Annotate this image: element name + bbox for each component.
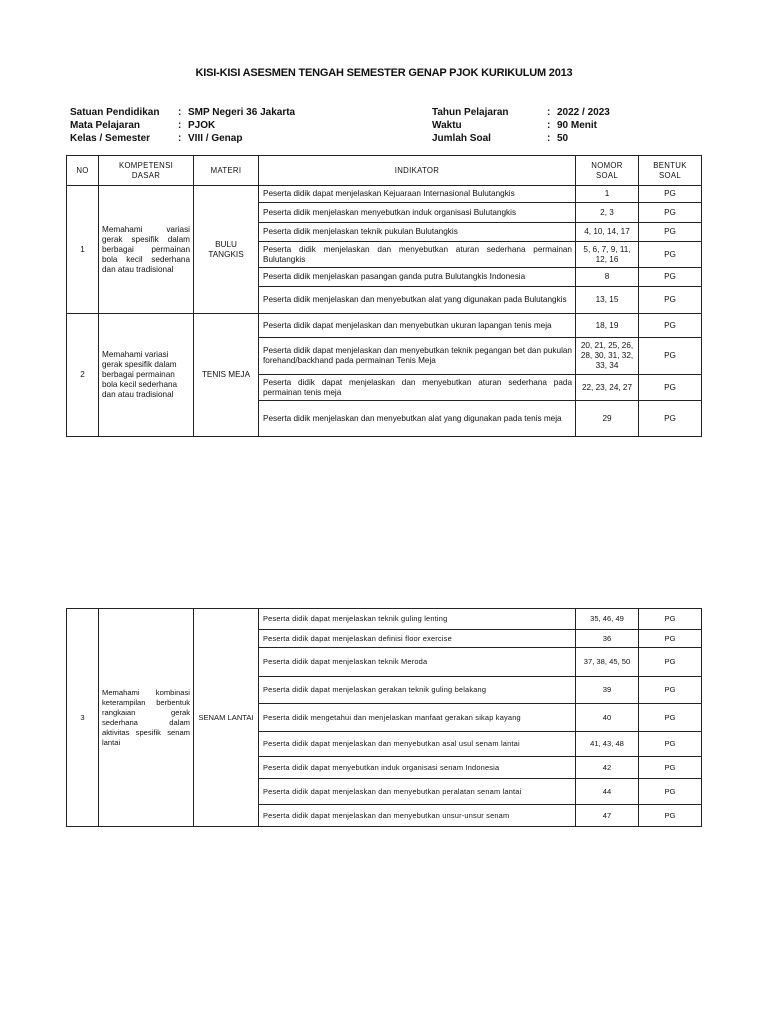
materi-cell: SENAM LANTAI xyxy=(194,609,259,827)
indikator-cell: Peserta didik dapat menjelaskan dan menyebutkan unsur-unsur senam xyxy=(259,805,576,827)
meta-row-waktu: Waktu : 90 Menit xyxy=(432,120,598,131)
meta-value: 2022 / 2023 xyxy=(557,107,610,118)
table-row xyxy=(67,186,702,203)
bentuk-soal-cell: PG xyxy=(639,287,702,314)
meta-row-mapel: Mata Pelajaran : PJOK xyxy=(70,120,216,131)
meta-info-right xyxy=(432,106,610,145)
bentuk-soal-cell: PG xyxy=(639,314,702,338)
bentuk-soal-cell: PG xyxy=(639,805,702,827)
indikator-cell: Peserta didik menjelaskan teknik pukulan Bulutangkis xyxy=(259,223,576,242)
header-indikator: INDIKATOR xyxy=(259,156,576,186)
meta-label: Mata Pelajaran xyxy=(70,120,141,131)
table-header-row xyxy=(67,156,702,186)
kompetensi-dasar-cell: Memahami kombinasi keterampilan berbentuk rangkaian gerak sederhana dalam aktivitas spesifik senam lantai xyxy=(99,609,194,827)
indikator-cell: Peserta didik dapat menjelaskan gerakan teknik guling belakang xyxy=(259,677,576,704)
indikator-cell: Peserta didik menjelaskan pasangan ganda putra Bulutangkis Indonesia xyxy=(259,268,576,287)
nomor-soal-cell: 20, 21, 25, 26, 28, 30, 31, 32, 33, 34 xyxy=(576,338,639,375)
indikator-cell: Peserta didik menjelaskan menyebutkan induk organisasi Bulutangkis xyxy=(259,203,576,223)
table-row xyxy=(67,314,702,338)
meta-info-left xyxy=(70,106,295,145)
bentuk-soal-cell: PG xyxy=(639,609,702,630)
row-number: 2 xyxy=(67,314,99,437)
bentuk-soal-cell: PG xyxy=(639,630,702,648)
indikator-cell: Peserta didik dapat menjelaskan dan menyebutkan peralatan senam lantai xyxy=(259,779,576,805)
header-nomor-soal: NOMOR SOAL xyxy=(576,156,639,186)
meta-label: Waktu xyxy=(432,120,462,131)
meta-value: 90 Menit xyxy=(557,120,598,131)
indikator-cell: Peserta didik menjelaskan dan menyebutkan aturan sederhana permainan Bulutangkis xyxy=(259,242,576,268)
indikator-cell: Peserta didik dapat menjelaskan dan menyebutkan aturan sederhana pada permainan tenis meja xyxy=(259,375,576,401)
bentuk-soal-cell: PG xyxy=(639,268,702,287)
nomor-soal-cell: 40 xyxy=(576,704,639,732)
meta-row-kelas: Kelas / Semester : VIII / Genap xyxy=(70,133,243,144)
nomor-soal-cell: 8 xyxy=(576,268,639,287)
header-no: NO xyxy=(67,156,99,186)
bentuk-soal-cell: PG xyxy=(639,401,702,437)
bentuk-soal-cell: PG xyxy=(639,704,702,732)
bentuk-soal-cell: PG xyxy=(639,186,702,203)
kisi-kisi-table-page-2 xyxy=(66,608,702,827)
table-row xyxy=(67,609,702,630)
bentuk-soal-cell: PG xyxy=(639,677,702,704)
nomor-soal-cell: 2, 3 xyxy=(576,203,639,223)
nomor-soal-cell: 44 xyxy=(576,779,639,805)
meta-value: VIII / Genap xyxy=(188,133,243,144)
nomor-soal-cell: 41, 43, 48 xyxy=(576,732,639,757)
bentuk-soal-cell: PG xyxy=(639,732,702,757)
header-bentuk-soal: BENTUK SOAL xyxy=(639,156,702,186)
indikator-cell: Peserta didik menjelaskan dan menyebutkan alat yang digunakan pada tenis meja xyxy=(259,401,576,437)
bentuk-soal-cell: PG xyxy=(639,223,702,242)
meta-label: Tahun Pelajaran xyxy=(432,107,509,118)
header-kompetensi-dasar: KOMPETENSI DASAR xyxy=(99,156,194,186)
bentuk-soal-cell: PG xyxy=(639,338,702,375)
bentuk-soal-cell: PG xyxy=(639,648,702,677)
kompetensi-dasar-cell: Memahami variasi gerak spesifik dalam berbagai permainan bola kecil sederhana dan atau tradisional xyxy=(99,186,194,314)
indikator-cell: Peserta didik dapat menjelaskan teknik guling lenting xyxy=(259,609,576,630)
meta-label: Satuan Pendidikan xyxy=(70,107,160,118)
indikator-cell: Peserta didik dapat menjelaskan Kejuaraan Internasional Bulutangkis xyxy=(259,186,576,203)
bentuk-soal-cell: PG xyxy=(639,757,702,779)
nomor-soal-cell: 4, 10, 14, 17 xyxy=(576,223,639,242)
nomor-soal-cell: 22, 23, 24, 27 xyxy=(576,375,639,401)
nomor-soal-cell: 29 xyxy=(576,401,639,437)
materi-cell: TENIS MEJA xyxy=(194,314,259,437)
indikator-cell: Peserta didik dapat menjelaskan teknik Meroda xyxy=(259,648,576,677)
nomor-soal-cell: 35, 46, 49 xyxy=(576,609,639,630)
meta-label: Jumlah Soal xyxy=(432,133,491,144)
nomor-soal-cell: 47 xyxy=(576,805,639,827)
kompetensi-dasar-cell: Memahami variasi gerak spesifik dalam berbagai permainan bola kecil sederhana dan atau tradisional xyxy=(99,314,194,437)
nomor-soal-cell: 39 xyxy=(576,677,639,704)
indikator-cell: Peserta didik menjelaskan dan menyebutkan alat yang digunakan pada Bulutangkis xyxy=(259,287,576,314)
meta-row-satuan: Satuan Pendidikan : SMP Negeri 36 Jakarta xyxy=(70,107,296,118)
indikator-cell: Peserta didik dapat menjelaskan definisi floor exercise xyxy=(259,630,576,648)
meta-value: SMP Negeri 36 Jakarta xyxy=(188,107,296,118)
nomor-soal-cell: 13, 15 xyxy=(576,287,639,314)
bentuk-soal-cell: PG xyxy=(639,203,702,223)
nomor-soal-cell: 5, 6, 7, 9, 11, 12, 16 xyxy=(576,242,639,268)
meta-value: PJOK xyxy=(188,120,216,131)
document-title: KISI-KISI ASESMEN TENGAH SEMESTER GENAP PJOK KURIKULUM 2013 xyxy=(195,67,573,79)
materi-cell: BULU TANGKIS xyxy=(194,186,259,314)
indikator-cell: Peserta didik mengetahui dan menjelaskan manfaat gerakan sikap kayang xyxy=(259,704,576,732)
nomor-soal-cell: 36 xyxy=(576,630,639,648)
nomor-soal-cell: 1 xyxy=(576,186,639,203)
meta-row-tahun: Tahun Pelajaran : 2022 / 2023 xyxy=(432,107,610,118)
indikator-cell: Peserta didik dapat menjelaskan dan menyebutkan teknik pegangan bet dan pukulan forehand/backhand pada permainan Tenis Meja xyxy=(259,338,576,375)
indikator-cell: Peserta didik dapat menyebutkan induk organisasi senam Indonesia xyxy=(259,757,576,779)
kisi-kisi-table-page-1 xyxy=(66,155,702,437)
meta-label: Kelas / Semester xyxy=(70,133,151,144)
indikator-cell: Peserta didik dapat menjelaskan dan menyebutkan asal usul senam lantai xyxy=(259,732,576,757)
nomor-soal-cell: 42 xyxy=(576,757,639,779)
bentuk-soal-cell: PG xyxy=(639,779,702,805)
meta-row-jumlah: Jumlah Soal : 50 xyxy=(432,133,569,144)
row-number: 3 xyxy=(67,609,99,827)
row-number: 1 xyxy=(67,186,99,314)
nomor-soal-cell: 18, 19 xyxy=(576,314,639,338)
meta-value: 50 xyxy=(557,133,569,144)
bentuk-soal-cell: PG xyxy=(639,242,702,268)
indikator-cell: Peserta didik dapat menjelaskan dan menyebutkan ukuran lapangan tenis meja xyxy=(259,314,576,338)
bentuk-soal-cell: PG xyxy=(639,375,702,401)
header-materi: MATERI xyxy=(194,156,259,186)
nomor-soal-cell: 37, 38, 45, 50 xyxy=(576,648,639,677)
